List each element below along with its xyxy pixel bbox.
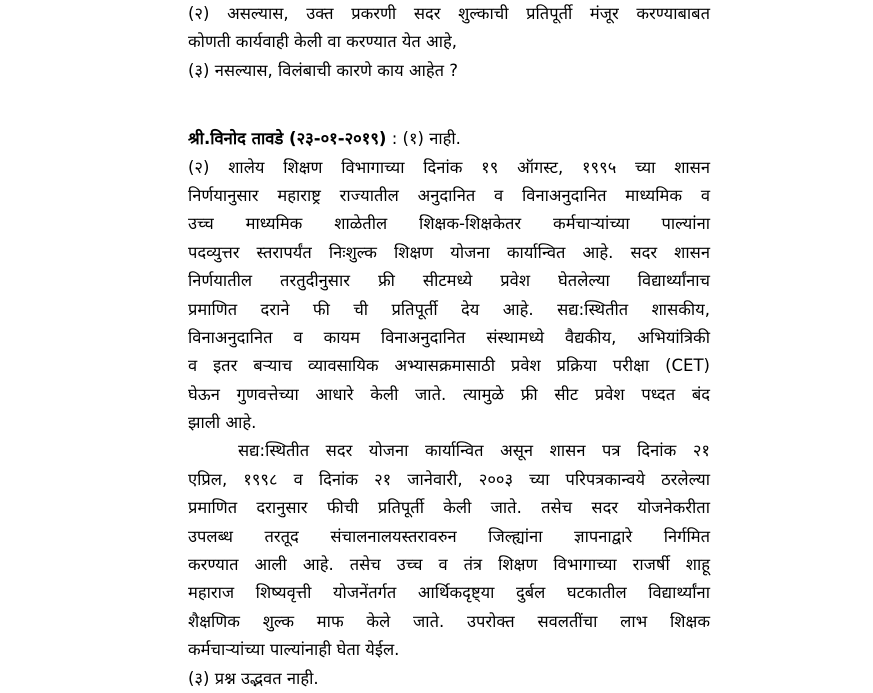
document-page (188, 0, 710, 693)
answer-para1-line: उच्च माध्यमिक शाळेतील शिक्षक-शिक्षकेतर कर्मचाऱ्यांच्या पाल्यांना (188, 214, 710, 234)
answer-para2-line: शैक्षणिक शुल्क माफ केले जाते. उपरोक्त सवलतींचा लाभ शिक्षक (188, 611, 710, 631)
answer-para2-line: प्रमाणित दरानुसार फीची प्रतिपूर्ती केली जाते. तसेच सदर योजनेकरीता (188, 498, 710, 518)
answer-para2-line: उपलब्ध तरतूद संचालनालयस्तरावरुन जिल्ह्यांना ज्ञापनाद्वारे निर्गमित (188, 526, 710, 546)
answer-para1-line: प्रमाणित दराने फी ची प्रतिपूर्ती देय आहे. सद्य:स्थितीत शासकीय, (188, 299, 710, 319)
answer-para2-line: करण्यात आली आहे. तसेच उच्च व तंत्र शिक्षण विभागाच्या राजर्षी शाहू (188, 555, 710, 575)
answer-para1-line: निर्णयानुसार महाराष्ट्र राज्यातील अनुदानित व विनाअनुदानित माध्यमिक व (188, 185, 711, 205)
answer-para1-line: निर्णयातील तरतुदीनुसार फ्री सीटमध्ये प्रवेश घेतलेल्या विद्यार्थ्यांनाच (188, 271, 710, 291)
answer-section (188, 125, 710, 693)
speaker-name: श्री.विनोद तावडे (२३-०१-२०१९) (188, 129, 387, 149)
answer-para2-line: एप्रिल, १९९८ व दिनांक २१ जानेवारी, २००३ च्या परिपत्रकान्वये ठरलेल्या (188, 469, 710, 489)
answer-para2-line: सद्य:स्थितीत सदर योजना कार्यान्वित असून शासन पत्र दिनांक २१ (238, 441, 710, 461)
answer-para2-line: महाराज शिष्यवृत्ती योजनेंतर्गत आर्थिकदृष्ट्या दुर्बल घटकातील विद्यार्थ्यांना (188, 583, 710, 603)
answer-para1-line: झाली आहे. (188, 413, 257, 433)
answer-para1-line: पदव्युत्तर स्तरापर्यंत निःशुल्क शिक्षण योजना कार्यान्वित आहे. सदर शासन (188, 242, 710, 262)
question-line: (३) नसल्यास, विलंबाची कारणे काय आहेत ? (188, 60, 459, 80)
answer-part-3: (३) प्रश्न उद्भवत नाही. (188, 668, 319, 688)
question-line: (२) असल्यास, उक्त प्रकरणी सदर शुल्काची प्रतिपूर्ती मंजूर करण्याबाबत (188, 4, 710, 23)
answer-para1-line: घेऊन गुणवत्तेच्या आधारे केली जाते. त्यामुळे फ्री सीट प्रवेश पध्दत बंद (188, 384, 710, 404)
answer-para1-line: व इतर बऱ्याच व्यावसायिक अभ्यासक्रमासाठी प्रवेश प्रक्रिया परीक्षा (CET) (188, 356, 710, 376)
answer-heading (188, 125, 710, 153)
answer-para2-line: कर्मचाऱ्यांच्या पाल्यांनाही घेता येईल. (188, 640, 400, 660)
question-line: कोणती कार्यवाही केली वा करण्यात येत आहे, (188, 32, 457, 52)
section-gap (188, 85, 710, 125)
answer-part-1: : (१) नाही. (386, 129, 461, 149)
answer-para1-line: विनाअनुदानित व कायम विनाअनुदानित संस्थामध्ये वैद्यकीय, अभियांत्रिकी (188, 327, 710, 347)
answer-para1-line: (२) शालेय शिक्षण विभागाच्या दिनांक १९ ऑगस्ट, १९९५ च्या शासन (188, 157, 710, 177)
question-section (188, 0, 710, 85)
